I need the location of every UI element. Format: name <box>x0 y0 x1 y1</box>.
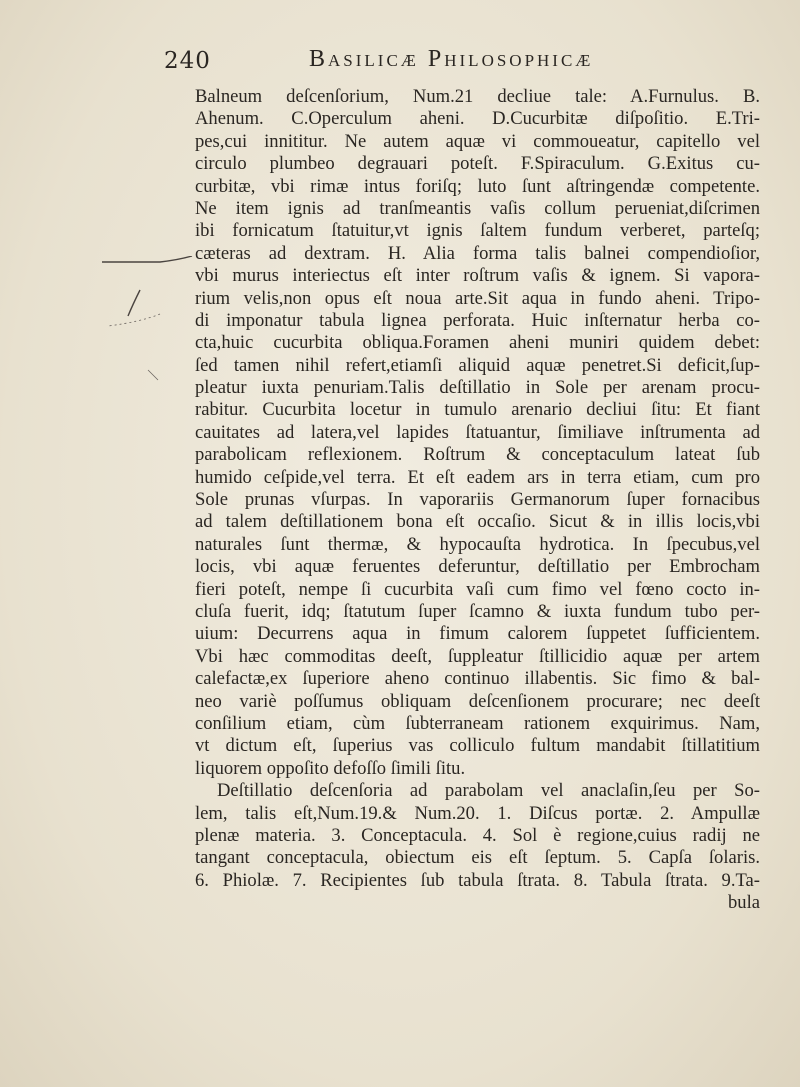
text-line: liquorem oppoſito defoſſo ſimili ſitu. <box>195 757 466 779</box>
text-line: fieri poteſt, nempe ſi cucurbita vaſi cum fimo vel fœno cocto in- <box>195 578 760 600</box>
text-line: parabolicam reflexionem. Roſtrum & conceptaculum lateat ſub <box>195 444 760 466</box>
text-line: Ahenum. C.Operculum aheni. D.Cucurbitæ diſpoſitio. E.Tri- <box>195 108 760 130</box>
page-header <box>0 44 800 84</box>
text-line: rabitur. Cucurbita locetur in tumulo arenario decliui ſitu: Et fiant <box>195 399 760 421</box>
text-line: pes,cui innititur. Ne autem aquæ vi commoueatur, capitello vel <box>195 130 760 152</box>
text-line: naturales ſunt thermæ, & hypocauſta hydrotica. In ſpecubus,vel <box>195 533 760 555</box>
text-line: di imponatur tabula lignea perforata. Huic inſternatur herba co- <box>195 309 760 331</box>
text-line: lem, talis eſt,Num.19.& Num.20. 1. Diſcus portæ. 2. Ampullæ <box>195 802 760 824</box>
text-line: circulo plumbeo degrauari poteſt. F.Spiraculum. G.Exitus cu- <box>195 153 760 175</box>
text-line: locis, vbi aquæ feruentes deferuntur, deſtillatio per Embrocham <box>195 556 760 578</box>
text-line: cluſa fuerit, idq; ſtatutum ſuper ſcamno & iuxta fundum tubo per- <box>195 600 760 622</box>
margin-pen-mark <box>100 256 200 386</box>
text-line: ſed tamen nihil refert,etiamſi aliquid aquæ penetret.Si deficit,ſup- <box>195 354 760 376</box>
text-line: 6. Phiolæ. 7. Recipientes ſub tabula ſtrata. 8. Tabula ſtrata. 9.Ta- <box>195 869 760 891</box>
text-line: ibi fornicatum ſtatuitur,vt ignis ſaltem fundum verberet, parteſq; <box>195 220 760 242</box>
text-line: vbi murus interiectus eſt inter roſtrum vaſis & ignem. Si vapora- <box>195 265 760 287</box>
text-line: Vbi hæc commoditas deeſt, ſuppleatur ſtillicidio aquæ per artem <box>195 645 760 667</box>
text-line: conſilium etiam, cùm ſubterraneam rationem exquirimus. Nam, <box>195 712 760 734</box>
catchword: bula <box>727 892 760 914</box>
text-line: tangant conceptacula, obiectum eis eſt ſeptum. 5. Capſa ſolaris. <box>195 847 760 869</box>
text-line: curbitæ, vbi rimæ intus foriſq; luto ſunt aſtringendæ competente. <box>195 175 760 197</box>
text-line: cauitates ad latera,vel lapides ſtatuantur, ſimiliave inſtrumenta ad <box>195 421 760 443</box>
text-line: rium velis,non opus eſt noua arte.Sit aqua in fundo aheni. Tripo- <box>195 287 760 309</box>
text-line: Ne item ignis ad tranſmeantis vaſis collum perueniat,diſcrimen <box>195 197 760 219</box>
text-line: humido ceſpide,vel terra. Et eſt eadem ars in terra etiam, cum pro <box>195 466 760 488</box>
text-line: vt dictum eſt, ſuperius vas colliculo fultum mandabit ſtillatitium <box>195 735 760 757</box>
main-text-block <box>195 86 760 914</box>
text-line: neo variè poſſumus obliquam deſcenſionem procurare; nec deeſt <box>195 690 760 712</box>
text-line: cæteras ad dextram. H. Alia forma talis balnei compendioſior, <box>195 242 760 264</box>
text-line: uium: Decurrens aqua in fimum calorem ſuppetet ſufficientem. <box>195 623 760 645</box>
text-line: pleatur iuxta penuriam.Talis deſtillatio in Sole per arenam procu- <box>195 377 760 399</box>
text-line: Sole prunas vſurpas. In vaporariis Germanorum ſuper fornacibus <box>195 489 760 511</box>
running-title: Basilicæ Philosophicæ <box>309 46 594 72</box>
text-line: plenæ materia. 3. Conceptacula. 4. Sol è regione,cuius radij ne <box>195 824 760 846</box>
text-line: cta,huic cucurbita obliqua.Foramen aheni muniri quidem debet: <box>195 332 760 354</box>
text-line: calefactæ,ex ſuperiore aheno continuo illabentis. Sic fimo & bal- <box>195 668 760 690</box>
text-line: Deſtillatio deſcenſoria ad parabolam vel anaclaſin,ſeu per So- <box>217 780 760 802</box>
text-line: ad talem deſtillationem bona eſt occaſio. Sicut & in illis locis,vbi <box>195 511 760 533</box>
text-line: Balneum deſcenſorium, Num.21 decliue tale: A.Furnulus. B. <box>195 86 760 107</box>
page-number: 240 <box>164 48 211 74</box>
